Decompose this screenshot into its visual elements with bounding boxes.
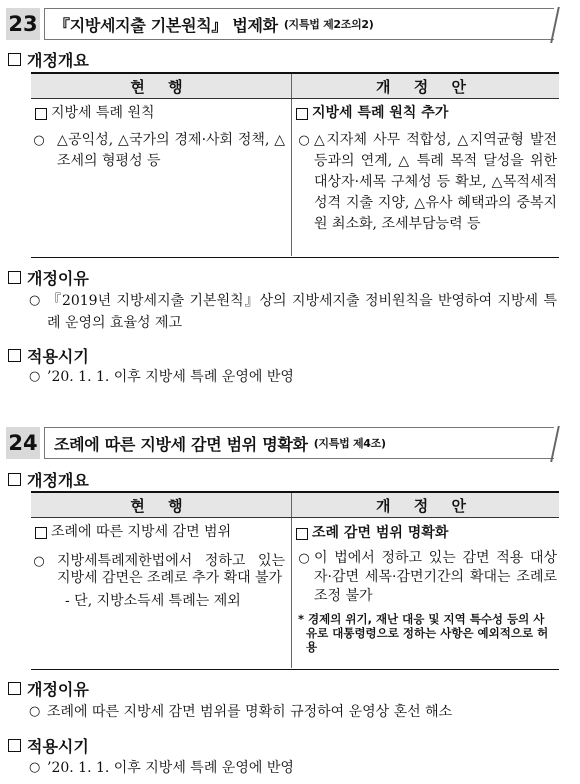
- section-title-box: [44, 8, 554, 40]
- bullet-circle-icon: ○: [33, 133, 45, 148]
- checkbox-square-icon: [8, 682, 21, 695]
- current-heading: 지방세 특례 원칙: [31, 103, 291, 124]
- sub-item: - 단, 지방소득세 특례는 제외: [65, 593, 241, 609]
- law-reference: (지특법 제4조): [313, 437, 386, 450]
- bullet-circle-icon: ○: [298, 551, 310, 566]
- table-body-row: [31, 518, 559, 668]
- section-header-24: [6, 427, 554, 459]
- reason-paragraph: ○ 『2019년 지방세지출 기본원칙』상의 지방세지출 정비원칙을 반영하여 지방세 특례 운영의 효율성 제고: [29, 290, 557, 334]
- revised-heading: 조례 감면 범위 명확화: [292, 524, 559, 543]
- column-header-current: 현 행: [31, 74, 292, 98]
- checkbox-square-icon: [8, 271, 21, 284]
- checkbox-square-icon: [8, 473, 21, 486]
- checkbox-square-icon: [35, 108, 47, 120]
- reason-heading: 개정이유: [8, 266, 89, 289]
- checkbox-square-icon: [8, 53, 21, 66]
- bullet-circle-icon: ○: [29, 293, 41, 308]
- reason-paragraph: ○ 조례에 따른 지방세 감면 범위를 명확히 규정하여 운영상 혼선 해소: [29, 701, 557, 723]
- table-body-row: [31, 99, 559, 256]
- timing-heading: 적용시기: [8, 734, 89, 757]
- reason-heading: 개정이유: [8, 677, 89, 700]
- revised-heading: 지방세 특례 원칙 추가: [292, 103, 559, 124]
- current-heading: 조례에 따른 지방세 감면 범위: [31, 524, 291, 541]
- revised-note: * 경제의 위기, 재난 대응 및 지역 특수성 등의 사유로 대통령령으로 정하는 사항은 예외적으로 허용: [298, 612, 549, 654]
- section-title-box: [44, 427, 554, 459]
- section-number: 23: [6, 8, 40, 40]
- header-slash-decoration: [550, 7, 560, 43]
- section-title: 『지방세지출 기본원칙』 법제화: [54, 15, 278, 35]
- timing-heading: 적용시기: [8, 344, 89, 367]
- revised-cell: [292, 99, 559, 256]
- list-item: ○ △지자체 사무 적합성, △지역균형 발전 등과의 연계, △ 특례 목적 달성을 위한 대상자·세목 구체성 등 확보, △목적세적 성격 지출 지양, △유사 혜택과의 중복지원 최소화, 조세부담능력 등: [292, 130, 559, 235]
- checkbox-square-icon: [8, 349, 21, 362]
- section-number: 24: [6, 427, 40, 459]
- checkbox-square-icon: [8, 739, 21, 752]
- table-header-row: [31, 493, 559, 518]
- current-cell: [31, 99, 292, 256]
- checkbox-square-icon: [35, 527, 47, 539]
- checkbox-square-icon: [296, 108, 308, 120]
- comparison-table: [31, 491, 559, 670]
- bullet-circle-icon: ○: [33, 554, 45, 569]
- list-item: ○ 지방세특례제한법에서 정하고 있는 지방세 감면은 조례로 추가 확대 불가: [31, 553, 291, 587]
- bullet-circle-icon: ○: [29, 760, 41, 775]
- table-header-row: [31, 74, 559, 99]
- revised-cell: [292, 518, 559, 668]
- list-item: ○ △공익성, △국가의 경제·사회 정책, △조세의 형평성 등: [31, 130, 291, 172]
- bullet-circle-icon: ○: [29, 704, 41, 719]
- overview-heading: 개정개요: [8, 48, 89, 71]
- timing-paragraph: ○ ’20. 1. 1. 이후 지방세 특례 운영에 반영: [29, 366, 557, 388]
- bullet-circle-icon: ○: [29, 369, 41, 384]
- header-slash-decoration: [550, 426, 560, 462]
- overview-heading: 개정개요: [8, 468, 89, 491]
- column-header-current: 현 행: [31, 493, 292, 517]
- section-header-23: [6, 8, 554, 40]
- bullet-circle-icon: ○: [298, 133, 310, 148]
- comparison-table: [31, 72, 559, 258]
- section-title: 조례에 따른 지방세 감면 범위 명확화: [54, 434, 308, 454]
- column-header-revised: 개 정 안: [376, 496, 475, 515]
- current-cell: [31, 518, 292, 668]
- checkbox-square-icon: [296, 528, 308, 540]
- list-item: ○ 이 법에서 정하고 있는 감면 적용 대상자·감면 세목·감면기간의 확대는 조례로 조정 불가: [292, 549, 559, 606]
- law-reference: (지특법 제2조의2): [283, 18, 374, 31]
- column-header-revised: 개 정 안: [376, 77, 475, 96]
- timing-paragraph: ○ ’20. 1. 1. 이후 지방세 특례 운영에 반영: [29, 757, 557, 779]
